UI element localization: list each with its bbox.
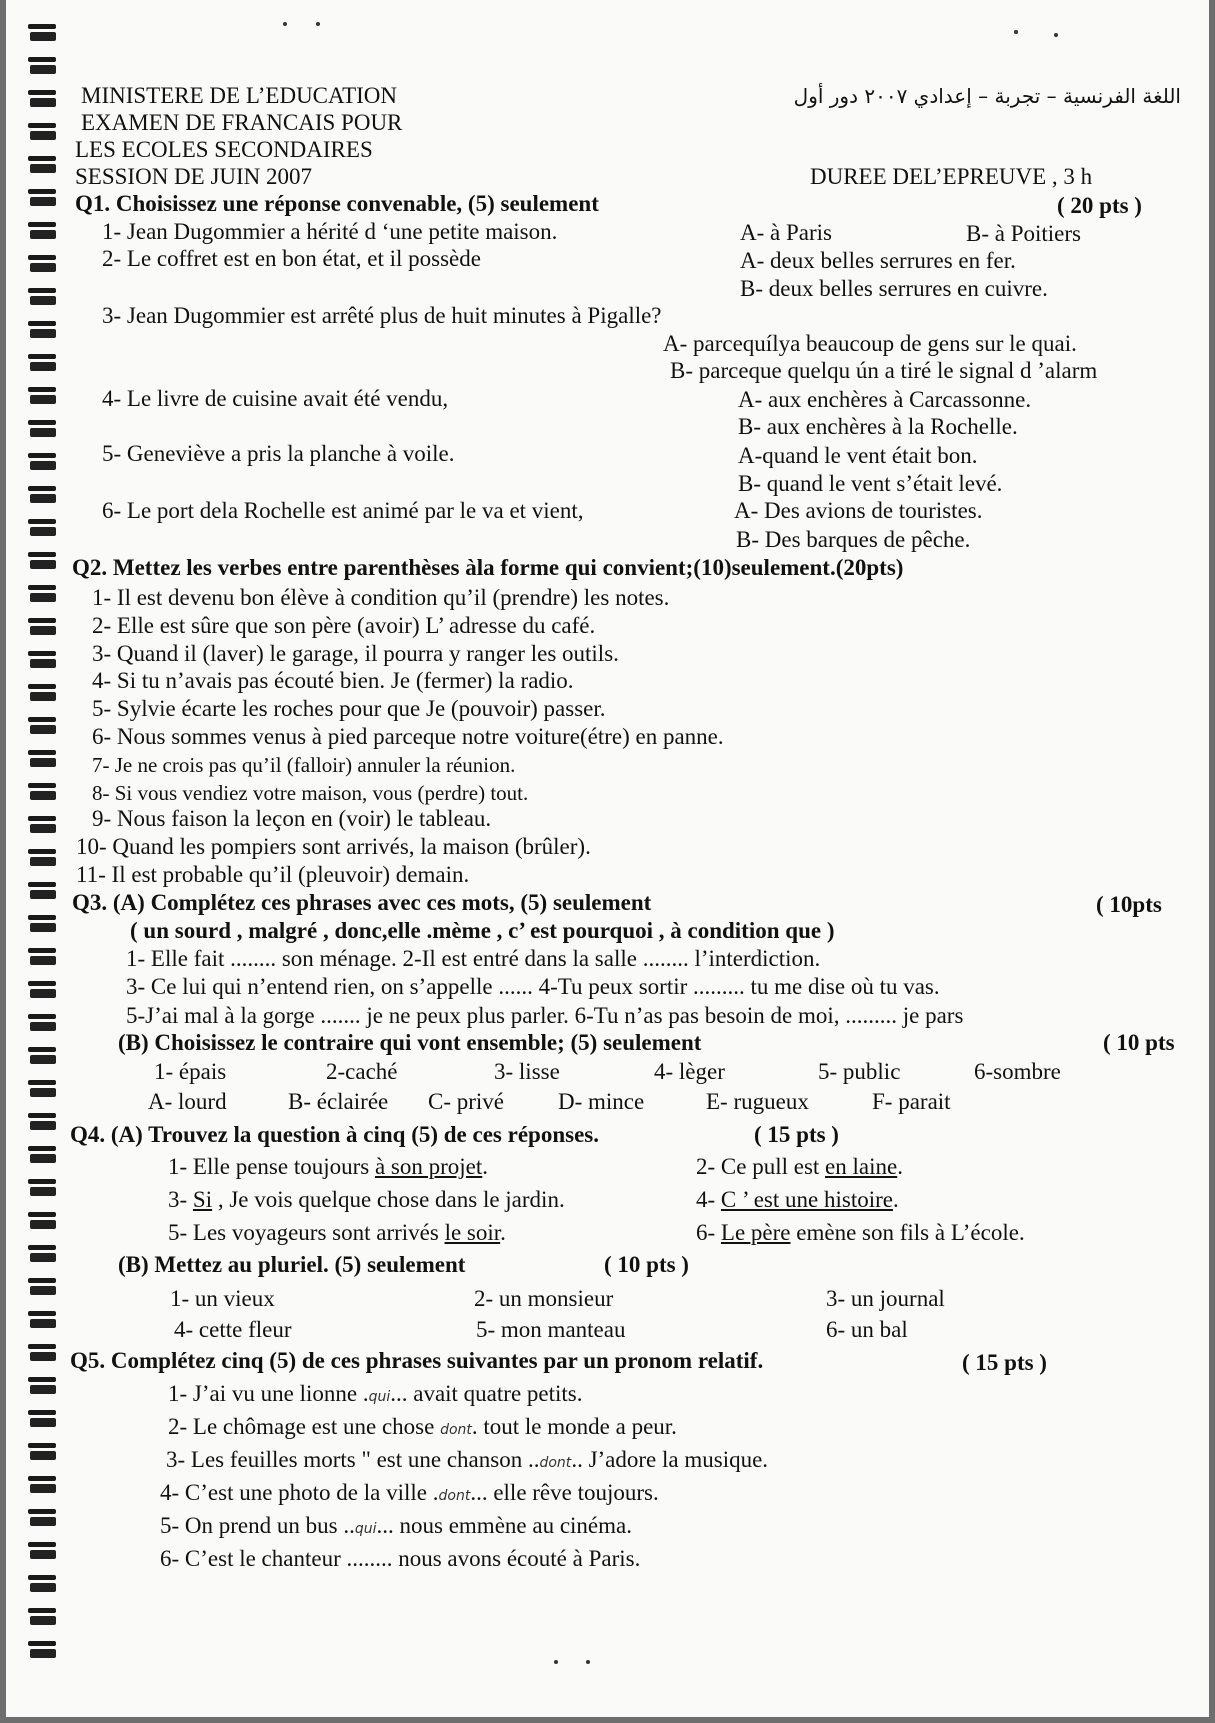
q1-question-3: 3- Jean Dugommier est arrêté plus de huit minutes à Pigalle? bbox=[102, 303, 662, 328]
q4b-noun: 2- un monsieur bbox=[474, 1286, 614, 1311]
q4a-answer-text: 6- bbox=[696, 1220, 721, 1245]
binding-hole bbox=[26, 1571, 60, 1595]
q5-handwritten-answer: dont bbox=[539, 1455, 572, 1471]
binding-hole bbox=[26, 1505, 60, 1529]
q5-text: ... avait quatre petits. bbox=[390, 1381, 583, 1406]
binding-hole bbox=[26, 911, 60, 935]
q2-item: 7- Je ne crois pas qu’il (falloir) annuler la réunion. bbox=[92, 753, 516, 777]
q1-option-b-1: B- à Poitiers bbox=[966, 221, 1081, 246]
q5-text: ... elle rêve toujours. bbox=[470, 1480, 659, 1505]
q1-option-b-4: B- aux enchères à la Rochelle. bbox=[738, 414, 1018, 439]
q1-title: Q1. Choisissez une réponse convenable, (5) seulement bbox=[75, 191, 599, 216]
q5-item-2 bbox=[168, 1414, 677, 1443]
speck bbox=[586, 1660, 590, 1664]
header-session: SESSION DE JUIN 2007 bbox=[75, 164, 313, 189]
q1-points: ( 20 pts ) bbox=[1057, 193, 1142, 218]
q3b-option: F- parait bbox=[872, 1089, 951, 1114]
binding-hole bbox=[26, 1241, 60, 1265]
q3-line: 5-J’ai mal à la gorge ....... je ne peux plus parler. 6-Tu n’as pas besoin de moi, ......... je pars bbox=[126, 1003, 964, 1028]
speck bbox=[1054, 33, 1058, 37]
q4a-answer-text: . bbox=[892, 1187, 899, 1212]
binding-hole bbox=[26, 779, 60, 803]
q4a-answer-text: . bbox=[482, 1154, 489, 1179]
q2-item: 4- Si tu n’avais pas écouté bien. Je (fermer) la radio. bbox=[92, 668, 574, 693]
binding-hole bbox=[26, 1208, 60, 1232]
q1-option-b-3: B- parceque quelqu ún a tiré le signal d ’alarm bbox=[670, 358, 1098, 383]
q2-item: 5- Sylvie écarte les roches pour que Je (pouvoir) passer. bbox=[92, 696, 606, 721]
binding-hole bbox=[26, 812, 60, 836]
q4a-answer-underlined: à son projet bbox=[374, 1154, 483, 1179]
q4a-answer-underlined: Le père bbox=[720, 1220, 791, 1245]
binding-hole bbox=[26, 449, 60, 473]
q3b-points: ( 10 pts bbox=[1103, 1030, 1175, 1055]
q2-item: 2- Elle est sûre que son père (avoir) L’ adresse du café. bbox=[92, 613, 596, 638]
q3b-word: 5- public bbox=[818, 1059, 901, 1084]
q3b-option: D- mince bbox=[558, 1089, 645, 1114]
binding-hole bbox=[26, 218, 60, 242]
header-exam: EXAMEN DE FRANCAIS POUR bbox=[81, 110, 403, 135]
binding-hole bbox=[26, 383, 60, 407]
q1-question-4: 4- Le livre de cuisine avait été vendu, bbox=[102, 386, 449, 411]
q5-item-4 bbox=[160, 1480, 659, 1509]
q4b-noun: 6- un bal bbox=[826, 1317, 908, 1342]
q2-item: 1- Il est devenu bon élève à condition qu’il (prendre) les notes. bbox=[92, 585, 670, 610]
binding-hole bbox=[26, 845, 60, 869]
q4a-answer-underlined: en laine bbox=[825, 1154, 898, 1179]
header-ministry: MINISTERE DE L’EDUCATION bbox=[81, 83, 398, 108]
q3a-title: Q3. (A) Complétez ces phrases avec ces mots, (5) seulement bbox=[72, 890, 652, 915]
binding-hole bbox=[26, 350, 60, 374]
q4a-answer-text: . bbox=[500, 1220, 506, 1245]
binding-hole bbox=[26, 20, 60, 44]
binding-hole bbox=[26, 1439, 60, 1463]
q1-question-6: 6- Le port dela Rochelle est animé par le va et vient, bbox=[102, 498, 584, 523]
q1-option-b-2: B- deux belles serrures en cuivre. bbox=[740, 276, 1048, 301]
binding-hole bbox=[26, 647, 60, 671]
q3b-title: (B) Choisissez le contraire qui vont ensemble; (5) seulement bbox=[118, 1030, 702, 1055]
q4a-answer-underlined: le soir bbox=[444, 1220, 501, 1245]
binding-hole bbox=[26, 152, 60, 176]
q5-text: 3- Les feuilles morts " est une chanson .. bbox=[166, 1447, 540, 1472]
binding-hole bbox=[26, 944, 60, 968]
binding-hole bbox=[26, 680, 60, 704]
q5-points: ( 15 pts ) bbox=[962, 1350, 1047, 1375]
q4a-title: Q4. (A) Trouvez la question à cinq (5) de ces réponses. bbox=[70, 1122, 599, 1147]
binding-hole bbox=[26, 1406, 60, 1430]
q4b-points: ( 10 pts ) bbox=[604, 1252, 689, 1277]
binding-hole bbox=[26, 1109, 60, 1133]
q4a-answer-1 bbox=[168, 1154, 488, 1180]
q3b-option: E- rugueux bbox=[706, 1089, 809, 1114]
binding-hole bbox=[26, 1175, 60, 1199]
q1-option-b-6: B- Des barques de pêche. bbox=[736, 527, 971, 552]
q5-handwritten-answer: dont bbox=[440, 1422, 472, 1438]
q1-option-b-5: B- quand le vent s’était levé. bbox=[738, 471, 1003, 496]
q3b-word: 1- épais bbox=[154, 1059, 227, 1084]
q4a-answer-5 bbox=[168, 1220, 506, 1246]
binding-hole bbox=[26, 86, 60, 110]
q4b-noun: 1- un vieux bbox=[170, 1286, 275, 1311]
q2-item: 8- Si vous vendiez votre maison, vous (perdre) tout. bbox=[92, 781, 529, 805]
binding-hole bbox=[26, 614, 60, 638]
binding-hole bbox=[26, 119, 60, 143]
q5-item-6 bbox=[160, 1546, 640, 1572]
q5-text: 6- C’est le chanteur ........ nous avons écouté à Paris. bbox=[160, 1546, 641, 1571]
binding-hole bbox=[26, 482, 60, 506]
q3b-word: 6-sombre bbox=[974, 1059, 1061, 1084]
q4a-answer-underlined: C ’ est une histoire bbox=[720, 1187, 893, 1212]
q1-option-a-1: A- à Paris bbox=[740, 220, 832, 245]
q2-item: 6- Nous sommes venus à pied parceque notre voiture(étre) en panne. bbox=[92, 724, 724, 749]
q3-line: 1- Elle fait ........ son ménage. 2-Il est entré dans la salle ........ l’interdiction. bbox=[126, 946, 821, 971]
q4b-noun: 4- cette fleur bbox=[174, 1317, 292, 1342]
q4a-answer-text: 5- Les voyageurs sont arrivés bbox=[168, 1220, 445, 1245]
binding-hole bbox=[26, 317, 60, 341]
q3b-word: 4- lèger bbox=[654, 1059, 725, 1084]
q4b-noun: 3- un journal bbox=[826, 1286, 945, 1311]
q3b-option: B- éclairée bbox=[288, 1089, 389, 1114]
q1-option-a-6: A- Des avions de touristes. bbox=[734, 498, 983, 523]
q5-text: .. J’adore la musique. bbox=[571, 1447, 769, 1472]
q2-item: 9- Nous faison la leçon en (voir) le tableau. bbox=[92, 806, 492, 831]
q3b-option: A- lourd bbox=[148, 1089, 227, 1114]
q4a-answer-text: . bbox=[897, 1154, 903, 1179]
q5-text: ... nous emmène au cinéma. bbox=[376, 1513, 632, 1538]
q5-title: Q5. Complétez cinq (5) de ces phrases suivantes par un pronom relatif. bbox=[70, 1348, 764, 1373]
binding-hole bbox=[26, 1274, 60, 1298]
q1-question-5: 5- Geneviève a pris la planche à voile. bbox=[102, 441, 455, 466]
q3-word-bank: ( un sourd , malgré , donc,elle .mème , c’ est pourquoi , à condition que ) bbox=[130, 918, 835, 943]
binding-hole bbox=[26, 251, 60, 275]
binding-hole bbox=[26, 515, 60, 539]
binding-hole bbox=[26, 1076, 60, 1100]
binding-holes bbox=[26, 20, 62, 1660]
q5-item-1 bbox=[168, 1381, 582, 1410]
q2-title: Q2. Mettez les verbes entre parenthèses àla forme qui convient;(10)seulement.(20pts) bbox=[72, 555, 904, 580]
q4a-answer-3 bbox=[168, 1187, 565, 1213]
q4a-answer-underlined: Si bbox=[192, 1187, 213, 1212]
binding-hole bbox=[26, 746, 60, 770]
binding-hole bbox=[26, 1538, 60, 1562]
binding-hole bbox=[26, 1043, 60, 1067]
q4b-title: (B) Mettez au pluriel. (5) seulement bbox=[118, 1252, 466, 1277]
q1-option-a-3: A- parcequílya beaucoup de gens sur le quai. bbox=[663, 331, 1077, 356]
q5-item-3 bbox=[166, 1447, 768, 1476]
binding-hole bbox=[26, 284, 60, 308]
q4a-answer-text: , Je vois quelque chose dans le jardin. bbox=[212, 1187, 565, 1212]
binding-hole bbox=[26, 1373, 60, 1397]
q1-question-2: 2- Le coffret est en bon état, et il possède bbox=[102, 246, 481, 271]
q5-item-5 bbox=[160, 1513, 632, 1542]
q4a-answer-text: 3- bbox=[168, 1187, 193, 1212]
q4a-answer-text: 1- Elle pense toujours bbox=[168, 1154, 375, 1179]
binding-hole bbox=[26, 416, 60, 440]
binding-hole bbox=[26, 185, 60, 209]
q5-text: 2- Le chômage est une chose bbox=[168, 1414, 441, 1439]
binding-hole bbox=[26, 1604, 60, 1628]
exam-page bbox=[6, 0, 1209, 1717]
header-schools: LES ECOLES SECONDAIRES bbox=[75, 137, 373, 162]
binding-hole bbox=[26, 1307, 60, 1331]
q5-handwritten-answer: qui bbox=[354, 1521, 377, 1537]
q5-text: . tout le monde a peur. bbox=[471, 1414, 677, 1439]
binding-hole bbox=[26, 977, 60, 1001]
q5-handwritten-answer: dont bbox=[438, 1488, 471, 1504]
speck bbox=[283, 22, 287, 26]
q3b-option: C- privé bbox=[428, 1089, 505, 1114]
q4a-answer-4 bbox=[696, 1187, 899, 1213]
q3-line: 3- Ce lui qui n’entend rien, on s’appelle ...... 4-Tu peux sortir ......... tu me dise où tu vas. bbox=[126, 974, 940, 999]
q2-item: 3- Quand il (laver) le garage, il pourra y ranger les outils. bbox=[92, 641, 619, 666]
binding-hole bbox=[26, 581, 60, 605]
binding-hole bbox=[26, 713, 60, 737]
q4a-answer-text: emène son fils à L’école. bbox=[790, 1220, 1025, 1245]
speck bbox=[554, 1660, 558, 1664]
binding-hole bbox=[26, 1472, 60, 1496]
binding-hole bbox=[26, 1340, 60, 1364]
q1-option-a-4: A- aux enchères à Carcassonne. bbox=[738, 387, 1032, 412]
q3b-word: 3- lisse bbox=[494, 1059, 560, 1084]
binding-hole bbox=[26, 53, 60, 77]
binding-hole bbox=[26, 878, 60, 902]
q3b-word: 2-caché bbox=[326, 1059, 398, 1084]
q2-item: 10- Quand les pompiers sont arrivés, la maison (brûler). bbox=[76, 834, 591, 859]
q4a-answer-2 bbox=[696, 1154, 903, 1180]
binding-hole bbox=[26, 1010, 60, 1034]
q2-item: 11- Il est probable qu’il (pleuvoir) demain. bbox=[76, 862, 470, 887]
q1-option-a-5: A-quand le vent était bon. bbox=[738, 443, 978, 468]
q5-handwritten-answer: qui bbox=[368, 1389, 391, 1405]
binding-hole bbox=[26, 548, 60, 572]
binding-hole bbox=[26, 1637, 60, 1661]
q5-text: 4- C’est une photo de la ville . bbox=[160, 1480, 439, 1505]
q1-question-1: 1- Jean Dugommier a hérité d ‘une petite maison. bbox=[102, 219, 558, 244]
q3a-points: ( 10pts bbox=[1096, 892, 1162, 917]
header-arabic: اللغة الفرنسية – تجربة – إعدادي ٢٠٠٧ دور أول bbox=[793, 84, 1181, 108]
q4a-answer-6 bbox=[696, 1220, 1025, 1246]
q1-option-a-2: A- deux belles serrures en fer. bbox=[740, 248, 1016, 273]
q4a-answer-text: 2- Ce pull est bbox=[696, 1154, 826, 1179]
speck bbox=[1014, 30, 1018, 34]
q4b-noun: 5- mon manteau bbox=[476, 1317, 626, 1342]
header-duration: DUREE DEL’EPREUVE , 3 h bbox=[810, 164, 1093, 189]
speck bbox=[316, 22, 320, 26]
q5-text: 5- On prend un bus .. bbox=[160, 1513, 355, 1538]
q4a-points: ( 15 pts ) bbox=[754, 1122, 839, 1147]
q5-text: 1- J’ai vu une lionne . bbox=[168, 1381, 369, 1406]
binding-hole bbox=[26, 1142, 60, 1166]
q4a-answer-text: 4- bbox=[696, 1187, 721, 1212]
